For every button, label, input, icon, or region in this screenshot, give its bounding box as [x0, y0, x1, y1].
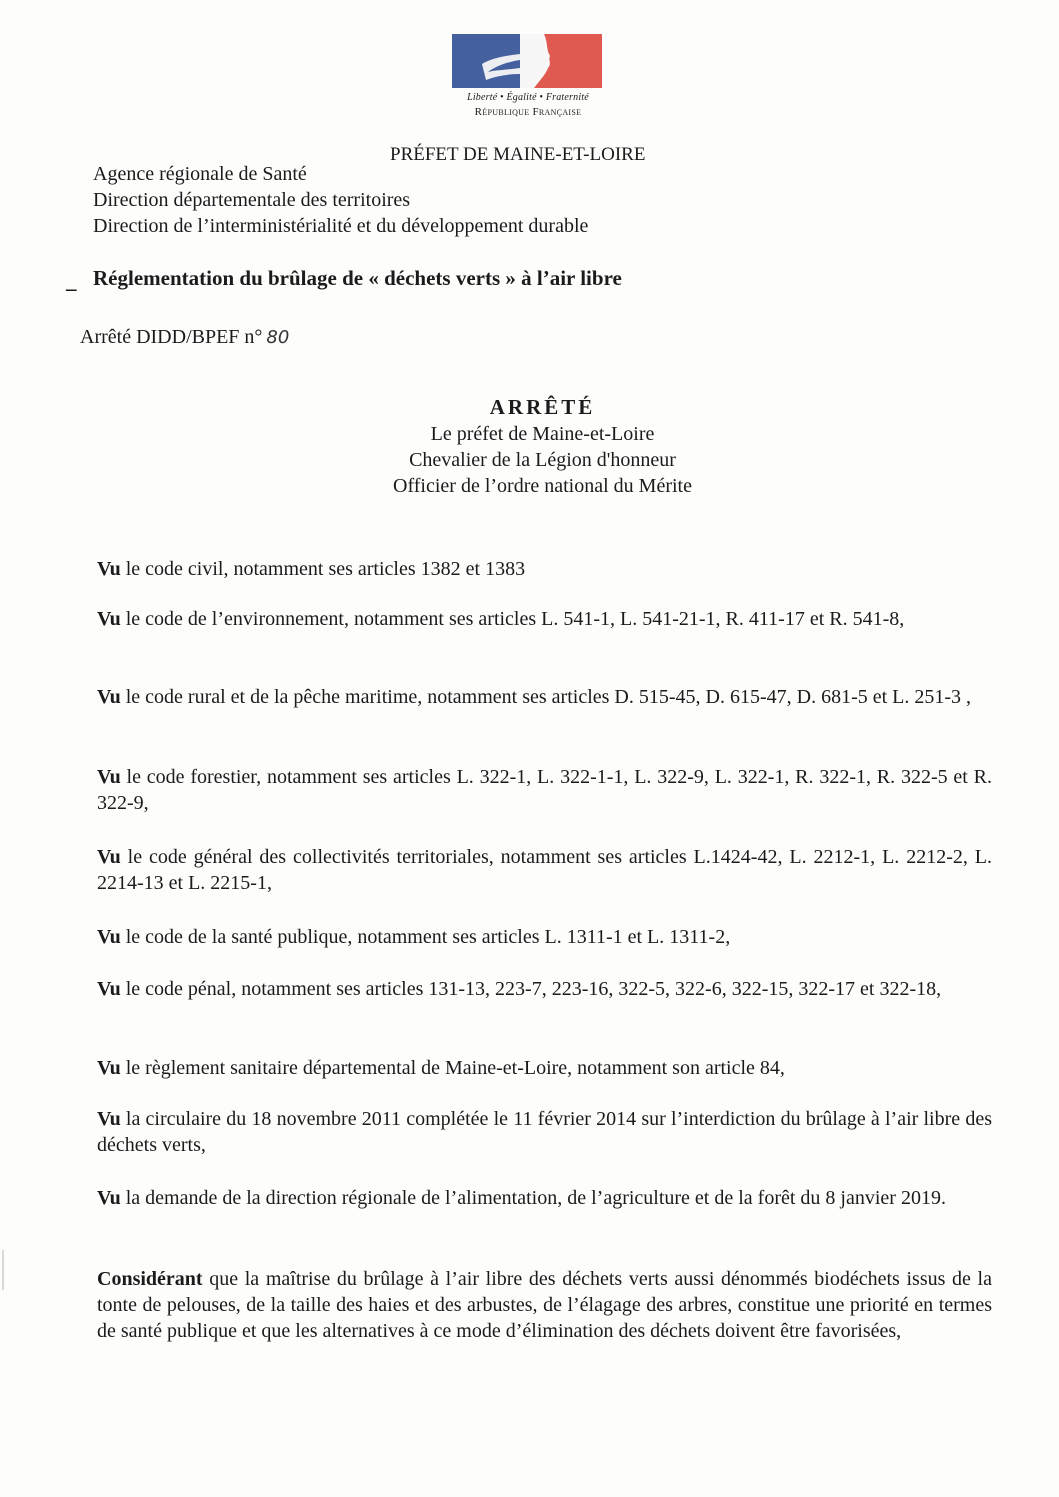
visa-keyword: Vu: [97, 686, 121, 708]
subject-title: Réglementation du brûlage de « déchets verts » à l’air libre: [93, 266, 622, 290]
scan-margin-mark: [2, 1250, 4, 1290]
visa-paragraph-10: [97, 1185, 992, 1211]
visa-paragraph-4: [97, 764, 992, 816]
service-line-1: Agence régionale de Santé: [93, 163, 307, 185]
visa-keyword: Vu: [97, 926, 121, 948]
visa-keyword: Vu: [97, 1108, 121, 1130]
arrete-title: ARRÊTÉ: [489, 395, 596, 419]
republic-motto: Liberté • Égalité • Fraternité: [467, 92, 589, 103]
visa-paragraph-1: [97, 556, 992, 582]
visa-keyword: Vu: [97, 1057, 121, 1079]
visa-text: la demande de la direction régionale de l’alimentation, de l’agriculture et de la forêt du 8 janvier 2019.: [120, 1187, 946, 1209]
visa-keyword: Vu: [97, 558, 121, 580]
republic-name: République Française: [474, 106, 582, 118]
visa-paragraph-6: [97, 924, 992, 950]
visa-text: le code civil, notamment ses articles 1382 et 1383: [120, 558, 526, 580]
visa-text: le code pénal, notamment ses articles 131-13, 223-7, 223-16, 322-5, 322-6, 322-15, 322-17 et 322-18,: [120, 978, 942, 1000]
visa-text: le code de la santé publique, notamment ses articles L. 1311-1 et L. 1311-2,: [120, 926, 731, 948]
visa-keyword: Vu: [97, 978, 121, 1000]
considerant-paragraph: [97, 1266, 992, 1344]
marianne-profile-right-icon: [534, 34, 602, 88]
visa-text: le code général des collectivités territoriales, notamment ses articles L.1424-42, L. 2212-1, L. 2212-2, L. 2214-13 et L. 2215-1,: [97, 846, 992, 894]
subject-dash: _: [66, 269, 77, 293]
visa-paragraph-8: [97, 1055, 992, 1081]
service-line-3: Direction de l’interministérialité et du développement durable: [93, 215, 589, 237]
marianne-profile-left-icon: [452, 34, 520, 88]
arrete-reference-number: 80: [266, 327, 290, 348]
arrete-line-3: Officier de l’ordre national du Mérite: [393, 475, 692, 497]
visa-paragraph-3: [97, 684, 992, 710]
service-line-2: Direction départementale des territoires: [93, 189, 411, 211]
arrete-line-2: Chevalier de la Légion d'honneur: [409, 449, 676, 471]
arrete-reference: [80, 324, 289, 351]
visa-paragraph-2: [97, 606, 992, 632]
visa-text: le code forestier, notamment ses articles L. 322-1, L. 322-1-1, L. 322-9, L. 322-1, R. 322-1, R. 322-5 et R. 322-9,: [97, 766, 992, 814]
arrete-reference-label: Arrêté DIDD/BPEF n°: [80, 326, 263, 348]
considerant-keyword: Considérant: [97, 1268, 203, 1290]
arrete-line-1: Le préfet de Maine-et-Loire: [430, 423, 655, 445]
visa-keyword: Vu: [97, 846, 121, 868]
flag-white-band: [520, 34, 534, 88]
flag-red-band: [534, 34, 602, 88]
considerant-text: que la maîtrise du brûlage à l’air libre des déchets verts aussi dénommés biodéchets issus de la tonte de pelouses, de la taille des haies et des arbustes, de l’élagage des arbres, constitue une priorité en termes de santé publique et que les alternatives à ce mode d’élimination des déchets doivent être favorisées,: [97, 1268, 992, 1342]
visa-paragraph-5: [97, 844, 992, 896]
visa-text: le règlement sanitaire départemental de Maine-et-Loire, notamment son article 84,: [120, 1057, 785, 1079]
flag-blue-band: [452, 34, 520, 88]
visa-keyword: Vu: [97, 608, 121, 630]
marianne-flag-logo: [452, 34, 602, 88]
visa-keyword: Vu: [97, 766, 121, 788]
visa-keyword: Vu: [97, 1187, 121, 1209]
prefecture-name: PRÉFET DE MAINE-ET-LOIRE: [390, 144, 646, 165]
visa-paragraph-9: [97, 1106, 992, 1158]
visa-text: la circulaire du 18 novembre 2011 complétée le 11 février 2014 sur l’interdiction du brûlage à l’air libre des déchets verts,: [97, 1108, 992, 1156]
visa-paragraph-7: [97, 976, 992, 1002]
visa-text: le code rural et de la pêche maritime, notamment ses articles D. 515-45, D. 615-47, D. 681-5 et L. 251-3 ,: [120, 686, 972, 708]
republique-francaise-logo: [452, 34, 604, 118]
visa-text: le code de l’environnement, notamment ses articles L. 541-1, L. 541-21-1, R. 411-17 et R. 541-8,: [120, 608, 905, 630]
